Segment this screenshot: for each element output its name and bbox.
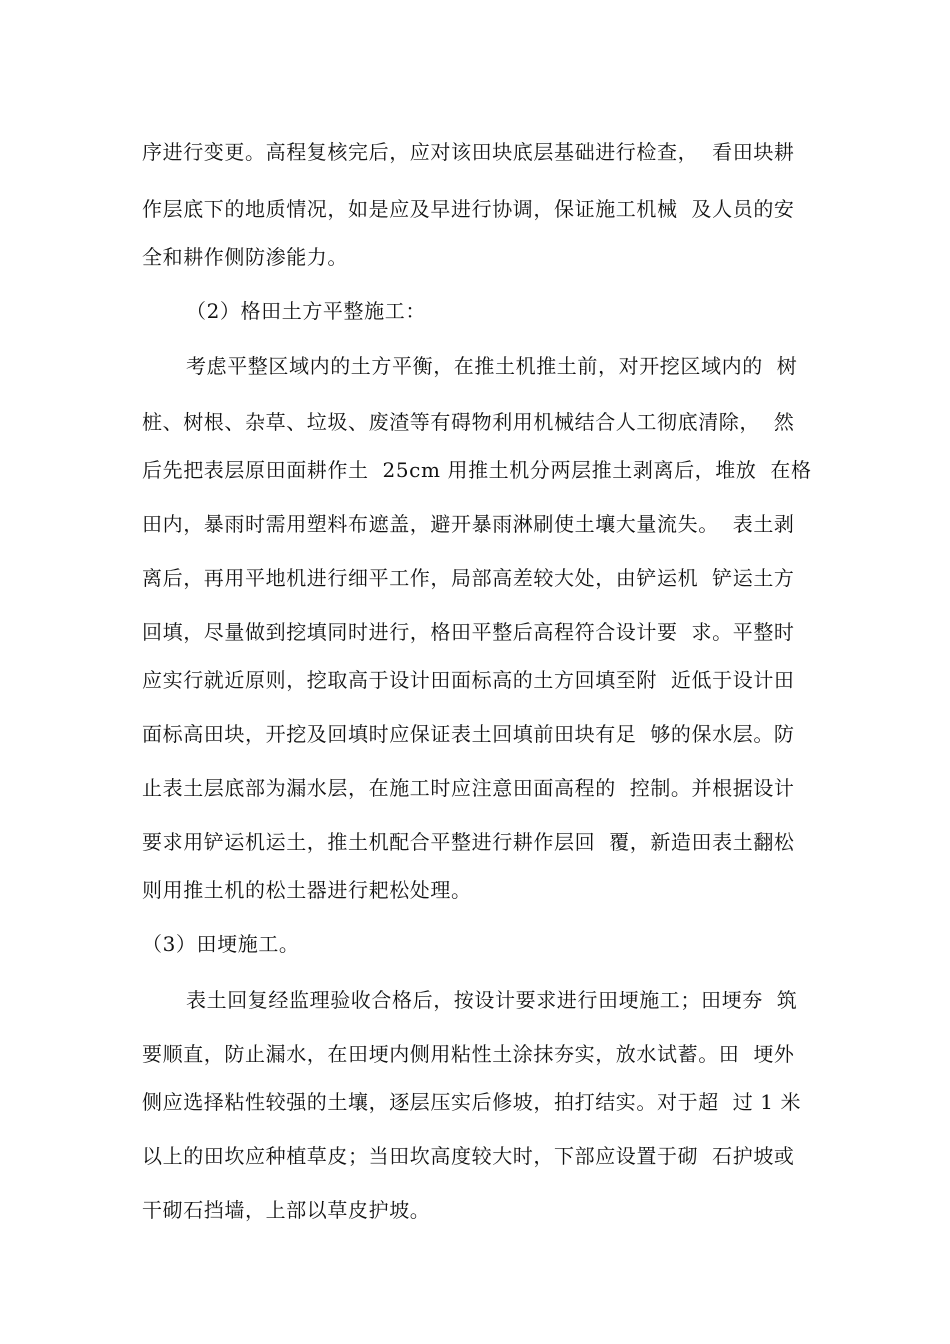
text-line-10: 回填，尽量做到挖填同时进行，格田平整后高程符合设计要 求。平整时 [142,620,795,644]
text-line-9: 离后，再用平地机进行细平工作，局部高差较大处，由铲运机 铲运土方 [142,566,795,590]
text-line-20: 以上的田坎应种植草皮；当田坎高度较大时，下部应设置于砌 石护坡或 [142,1144,795,1168]
text-line-11: 应实行就近原则，挖取高于设计田面标高的土方回填至附 近低于设计田 [142,668,795,692]
text-line-8: 田内，暴雨时需用塑料布遮盖，避开暴雨淋刷使土壤大量流失。 表土剥 [142,512,795,536]
text-line-17: 表土回复经监理验收合格后，按设计要求进行田埂施工；田埂夯 筑 [186,988,798,1012]
text-line-5: 考虑平整区域内的土方平衡，在推土机推土前，对开挖区域内的 树 [186,354,798,378]
text-line-6: 桩、树根、杂草、垃圾、废渣等有碍物利用机械结合人工彻底清除， 然 [142,410,795,434]
text-line-14: 要求用铲运机运土，推土机配合平整进行耕作层回 覆，新造田表土翻松 [142,830,795,854]
text-line-13: 止表土层底部为漏水层，在施工时应注意田面高程的 控制。并根据设计 [142,776,795,800]
text-line-7: 后先把表层原田面耕作土 25cm 用推土机分两层推土剥离后，堆放 在格 [142,458,812,482]
text-line-12: 面标高田块，开挖及回填时应保证表土回填前田块有足 够的保水层。防 [142,722,795,746]
text-line-3: 全和耕作侧防渗能力。 [142,245,348,269]
text-line-2: 作层底下的地质情况，如是应及早进行协调，保证施工机械 及人员的安 [142,197,795,221]
section-heading-3: （3）田埂施工。 [142,932,300,956]
text-line-21: 干砌石挡墙，上部以草皮护坡。 [142,1198,431,1222]
text-line-15: 则用推土机的松土器进行耙松处理。 [142,878,472,902]
section-heading-2: （2）格田土方平整施工： [186,299,426,323]
text-line-19: 侧应选择粘性较强的土壤，逐层压实后修坡，拍打结实。对于超 过 1 米 [142,1090,802,1114]
text-line-1: 序进行变更。高程复核完后，应对该田块底层基础进行检查， 看田块耕 [142,140,795,164]
text-line-18: 要顺直，防止漏水，在田埂内侧用粘性土涂抹夯实，放水试蓄。田 埂外 [142,1042,795,1066]
